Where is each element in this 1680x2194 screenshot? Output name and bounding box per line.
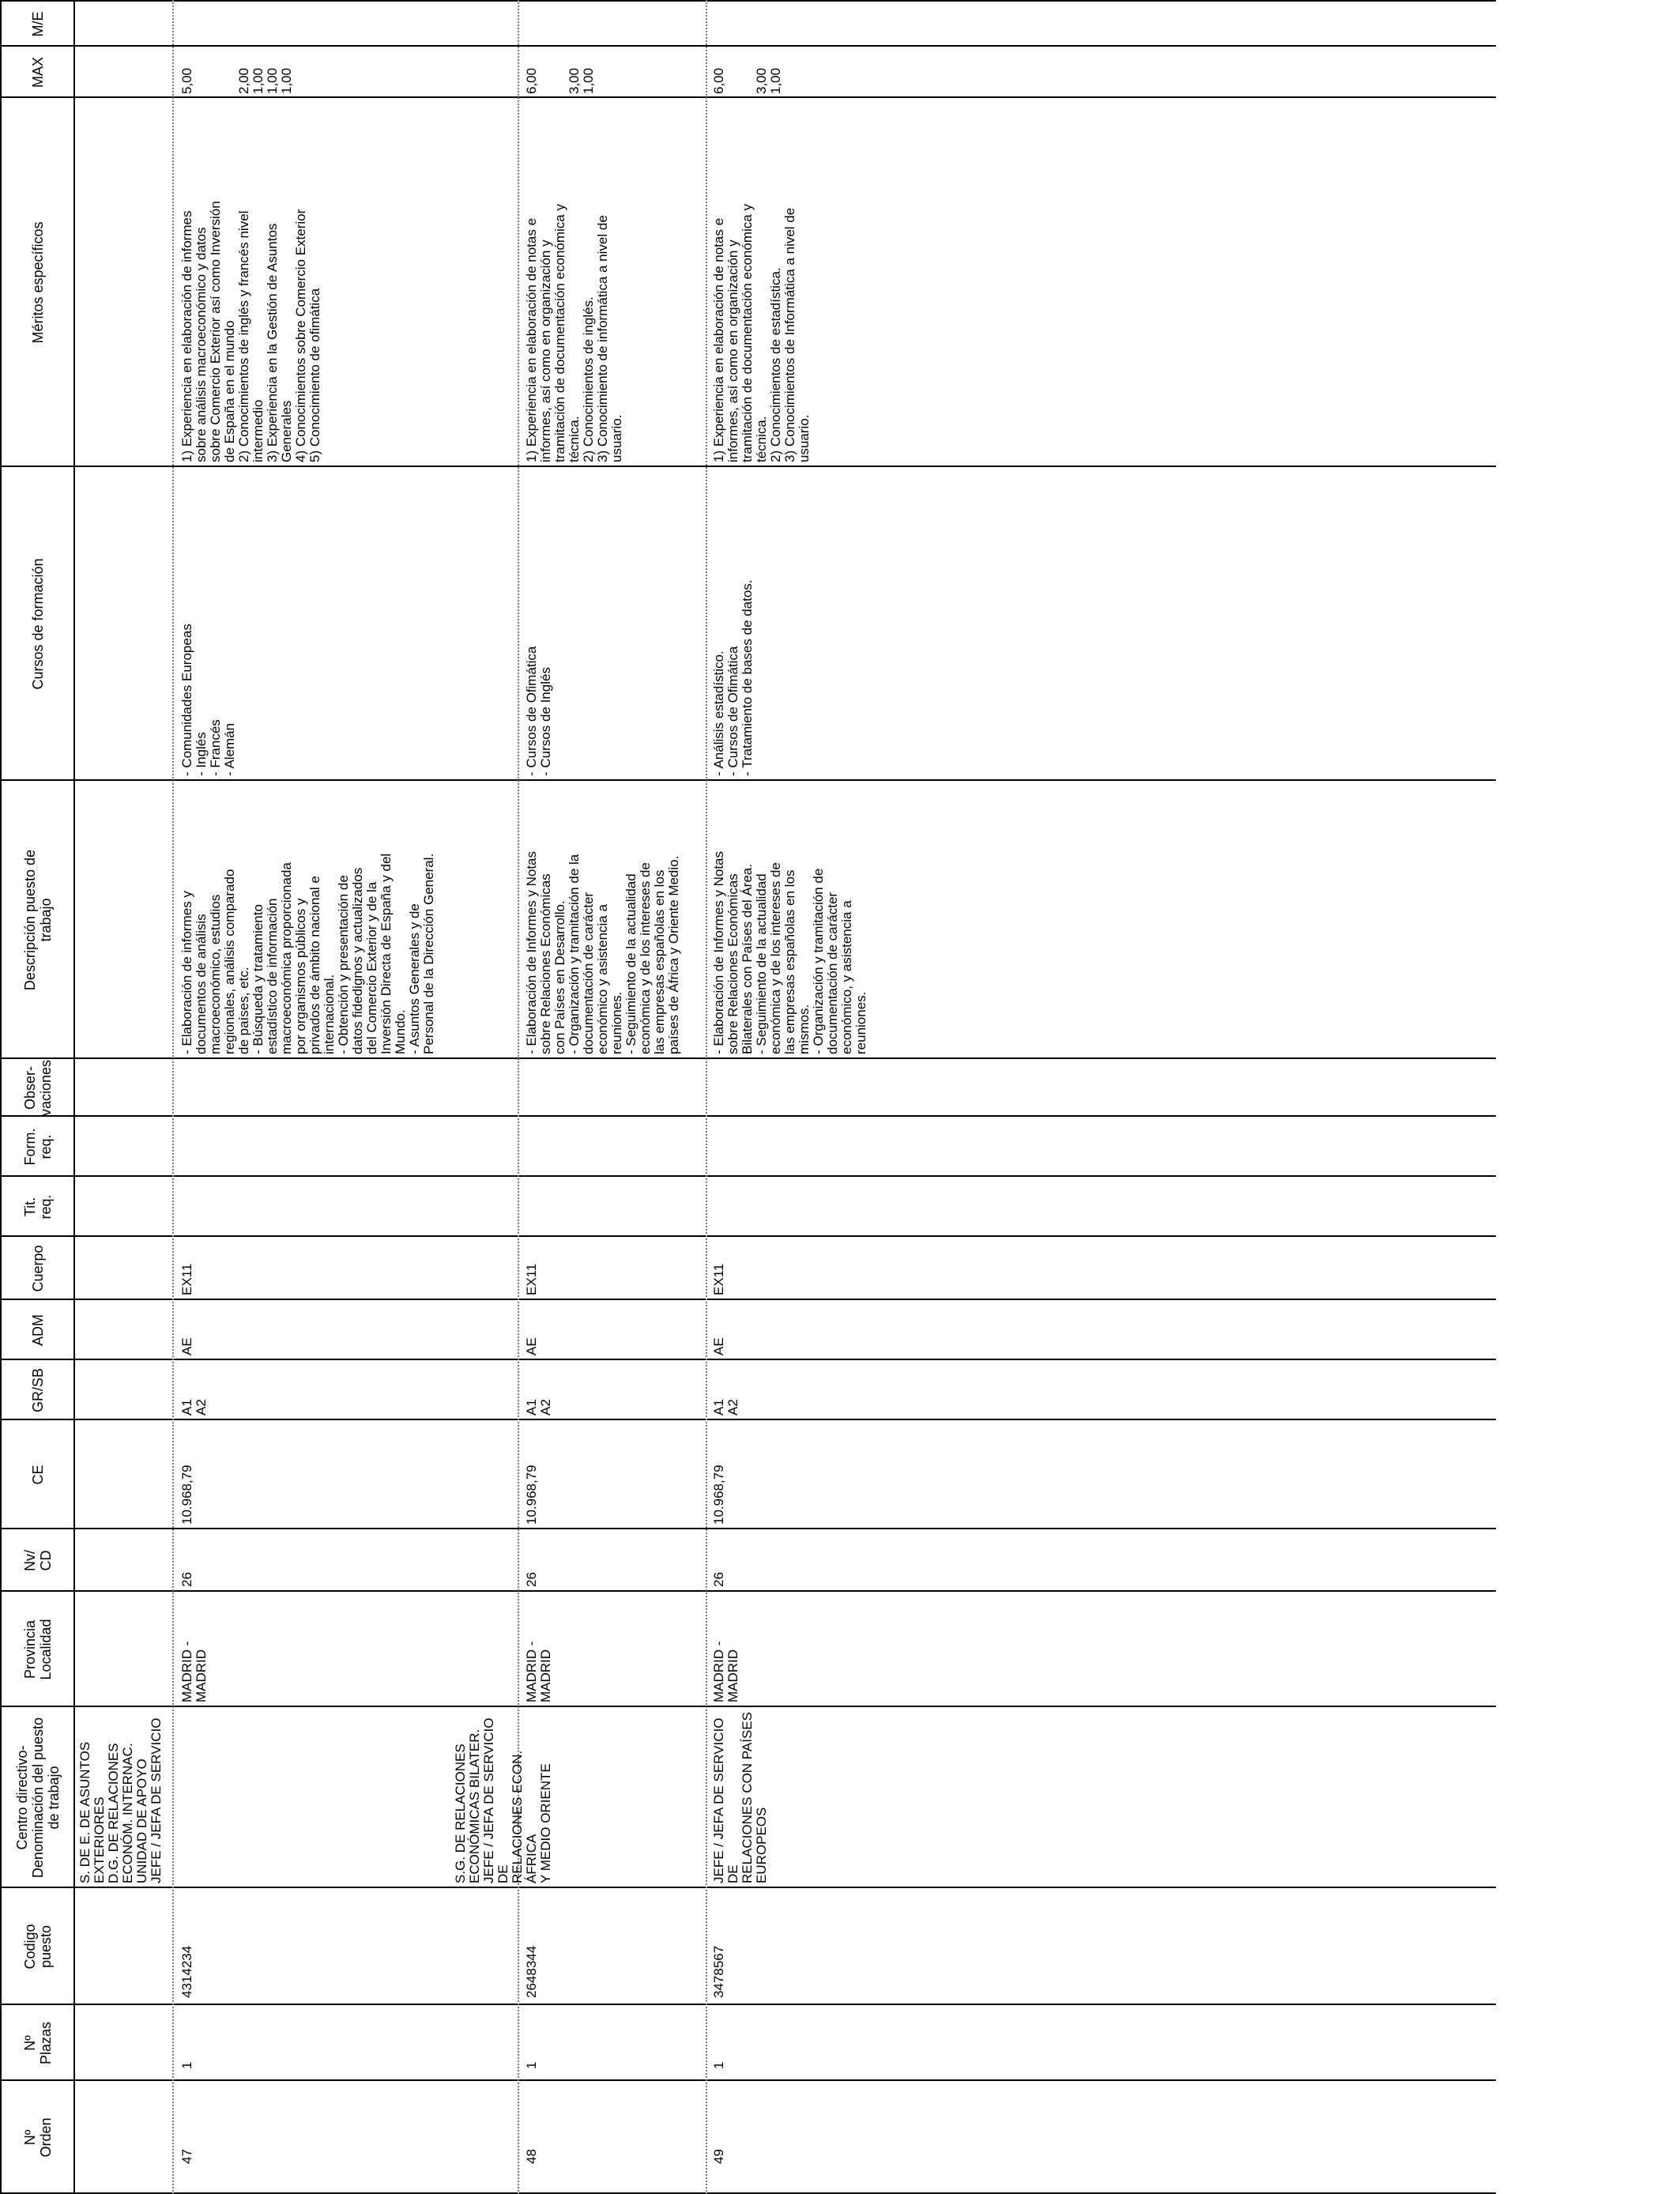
column-border [0, 0, 1496, 2]
row-47-centro: S. DE E. DE ASUNTOS EXTERIORES D.G. DE RELACIONES ECONÓM. INTERNAC. UNIDAD DE APOYO JEFE / JEFA DE SERVICIO [77, 1717, 164, 1883]
row-47-cuerpo: EX11 [179, 1263, 194, 1295]
header-titulacion: Tit. req. [22, 1194, 54, 1220]
row-47-provincia: MADRID - MADRID [179, 1641, 209, 1702]
column-border [0, 779, 1496, 781]
column-border [0, 466, 1496, 467]
column-border [0, 1299, 1496, 1300]
row-49-max: 6,00 3,00 1,00 [711, 67, 783, 94]
header-meritos: Méritos específicos [30, 221, 46, 344]
row-48-orden: 48 [524, 2149, 539, 2164]
header-nivel: Nv/ CD [22, 1550, 54, 1571]
row-49-ce: 10.968,79 [711, 1465, 726, 1525]
row-47-orden: 47 [179, 2149, 194, 2164]
header-formacion: Form. req. [22, 1128, 54, 1166]
header-ce: CE [30, 1465, 46, 1485]
header-cursos: Cursos de formación [30, 558, 46, 690]
row-47-codigo: 4314234 [179, 1945, 194, 1998]
row-47-meritos: 1) Experiencia en elaboración de informes sobre análisis macroeconómico y datos sobre Comercio Exterior así como Inversión de España en el mundo 2) Conocimientos de inglés y francés nivel intermedio 3) Experiencia en la Gestión de Asuntos Generales 4) Conocimientos sobre Comercio Exterior 5) Conocimiento de ofimática [179, 201, 322, 462]
header-codigo: Codigo puesto [22, 1924, 54, 1970]
column-border [0, 2079, 1496, 2081]
row-47-max: 5,00 2,00 1,00 1,00 1,00 [179, 67, 294, 94]
column-border [0, 2004, 1496, 2005]
row-separator [172, 0, 174, 2194]
row-49-centro: JEFE / JEFA DE SERVICIO DE RELACIONES CON PAÍSES EUROPEOS [711, 1712, 769, 1883]
row-47-cursos: - Comunidades Europeas - Inglés - Francés - Alemán [179, 624, 237, 776]
column-border [0, 45, 1496, 47]
row-47-plazas: 1 [179, 2061, 194, 2069]
column-border [0, 1235, 1496, 1237]
row-48-cursos: - Cursos de Ofimática - Cursos de Inglés [524, 646, 553, 776]
header-observaciones: Obser- vaciones [22, 1059, 54, 1117]
column-border [0, 1115, 1496, 1117]
column-border [0, 1887, 1496, 1888]
header-orden: Nº Orden [22, 2117, 54, 2158]
row-49-meritos: 1) Experiencia en elaboración de notas e informes, así como en organización y tramitación de documentación económica y técnica. 2) Conocimientos de estadística. 3) Conocimientos de Informática a nivel de usuario. [711, 204, 812, 462]
row-49-grupo: A1 A2 [711, 1399, 740, 1416]
column-border [0, 1359, 1496, 1360]
row-48-cuerpo: EX11 [524, 1263, 539, 1295]
header-me: M/E [30, 11, 46, 37]
header-provincia: Provincia Localidad [22, 1619, 54, 1680]
header-border [0, 0, 2, 2194]
header-grupo: GR/SB [30, 1368, 46, 1413]
row-49-nivel: 26 [711, 1572, 726, 1587]
row-48-grupo: A1 A2 [524, 1399, 553, 1416]
row-48-max: 6,00 3,00 1,00 [524, 67, 596, 94]
row-47-grupo: A1 A2 [179, 1399, 209, 1416]
row-49-cursos: - Análisis estadístico. - Cursos de Ofimática - Tratamiento de bases de datos. [711, 579, 755, 776]
row-47-adm: AE [179, 1337, 194, 1355]
header-plazas: Nº Plazas [22, 2021, 54, 2065]
row-48-codigo: 2648344 [524, 1945, 539, 1998]
row-49-provincia: MADRID - MADRID [711, 1641, 740, 1702]
row-49-descripcion: - Elaboración de Informes y Notas sobre Relaciones Económicas Bilaterales con Países del Área. - Seguimiento de la actualidad económica y de los intereses de las empresas españolas en los mismos. - Organización y tramitación de documentación de carácter económico, y asistencia a reuniones. [711, 850, 868, 1054]
column-border [0, 1057, 1496, 1059]
row-47-descripcion: - Elaboración de informes y documentos de análisis macroeconómico, estudios regionales, análisis comparado de países, etc. - Búsqueda y tratamiento estadístico de información macroeconómica proporcionada por organismos públicos y privados de ámbito nacional e internacional. - Obtención y presentación de datos fidedignos y actualizados del Comercio Exterior y de la Inversión Directa de España y del Mundo. - Asuntos Generales y de Personal de la Dirección General. [179, 853, 436, 1054]
column-border [0, 96, 1496, 98]
column-border [0, 1590, 1496, 1592]
row-48-descripcion: - Elaboración de Informes y Notas sobre Relaciones Económicas con Países en Desarrollo. - Organización y tramitación de la documentación de carácter económico y asistencia a reuniones. - Seguimiento de la actualidad económica y de los intereses de las empresas españolas en los países de África y Oriente Medio. [524, 850, 681, 1054]
row-48-adm: AE [524, 1337, 539, 1355]
row-49-codigo: 3478567 [711, 1945, 726, 1998]
column-border [0, 1419, 1496, 1420]
row-47-nivel: 26 [179, 1572, 194, 1587]
row-48-centro: S.G. DE RELACIONES ECONÓMICAS BILATER. JEFE / JEFA DE SERVICIO DE RELACIONES ECON. ÁFRICA Y MEDIO ORIENTE [453, 1717, 553, 1883]
header-descripcion: Descripción puesto de trabajo [22, 849, 54, 991]
header-border [73, 0, 75, 2194]
header-max: MAX [30, 57, 46, 89]
row-48-meritos: 1) Experiencia en elaboración de notas e informes, así como en organización y tramitación de documentación económica y técnica. 2) Conocimientos de inglés. 3) Conocimiento de informática a nivel de usuario. [524, 204, 624, 462]
row-48-plazas: 1 [524, 2061, 539, 2069]
row-separator [706, 0, 707, 2194]
column-border [0, 1175, 1496, 1177]
row-48-provincia: MADRID - MADRID [524, 1641, 553, 1702]
row-48-ce: 10.968,79 [524, 1465, 539, 1525]
header-centro: Centro directivo- Denominación del puesto de trabajo [14, 1717, 62, 1879]
header-cuerpo: Cuerpo [30, 1245, 46, 1292]
header-adm: ADM [30, 1314, 46, 1346]
column-border [0, 1528, 1496, 1529]
row-49-plazas: 1 [711, 2061, 726, 2069]
row-49-adm: AE [711, 1337, 726, 1355]
row-49-orden: 49 [711, 2149, 726, 2164]
row-49-cuerpo: EX11 [711, 1263, 726, 1295]
row-47-ce: 10.968,79 [179, 1465, 194, 1525]
row-48-nivel: 26 [524, 1572, 539, 1587]
